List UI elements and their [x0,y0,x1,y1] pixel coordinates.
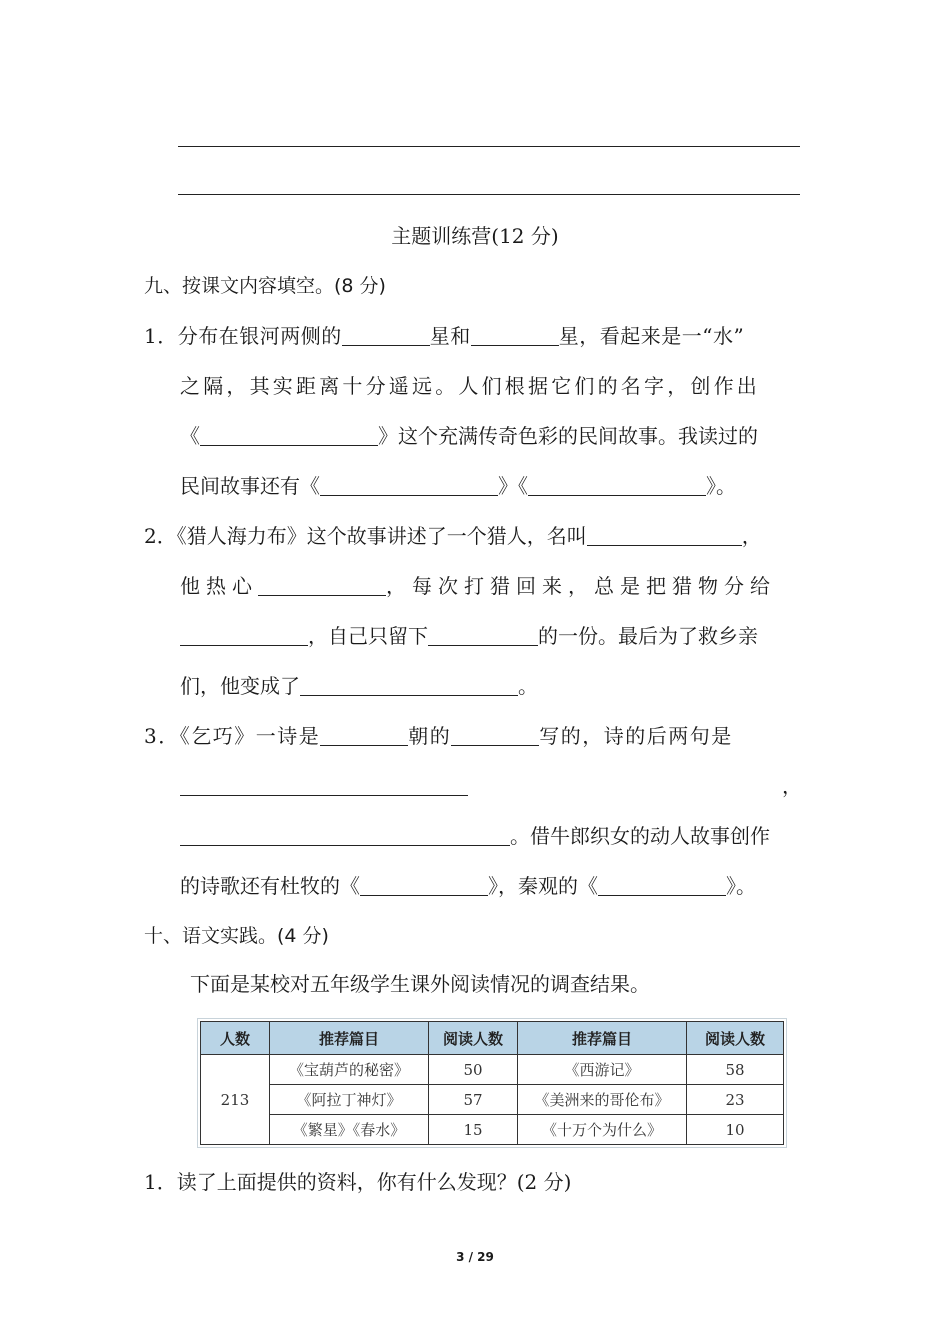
table-cell: 50 [429,1055,518,1085]
fill-blank[interactable] [360,875,488,896]
q10-intro: 下面是某校对五年级学生课外阅读情况的调查结果。 [190,972,650,996]
survey-table [197,1018,787,1148]
comma: ， [782,774,802,798]
table-cell: 15 [429,1115,518,1145]
q9-item3-line2 [180,772,468,800]
q9-item1-line1: 1．分布在银河两侧的 星和 星，看起来是一“水” [144,324,745,348]
q9-title: 九、按课文内容填空。(8 分) [144,275,386,297]
fill-blank[interactable] [180,625,308,646]
table-cell: 《西游记》 [518,1055,687,1085]
table-cell: 《宝葫芦的秘密》 [270,1055,429,1085]
table-header: 人数 [201,1022,270,1055]
table-header: 推荐篇目 [270,1022,429,1055]
q9-item3-line1: 3．《乞巧》一诗是 朝的 写的，诗的后两句是 [144,724,733,748]
q10-sub1: 1．读了上面提供的资料，你有什么发现？(2 分) [144,1170,572,1194]
fill-blank[interactable] [471,325,559,346]
fill-blank[interactable] [587,525,742,546]
q10-title: 十、语文实践。(4 分) [144,925,329,947]
fill-blank[interactable] [342,325,430,346]
table-header: 阅读人数 [687,1022,784,1055]
page-number: 3 / 29 [456,1250,494,1264]
fill-blank[interactable] [180,775,468,796]
q9-item2-line1: 2．《猎人海力布》这个故事讲述了一个猎人，名叫 ， [144,524,762,548]
table-row [201,1055,784,1085]
table-header: 阅读人数 [429,1022,518,1055]
table-cell: 10 [687,1115,784,1145]
table-cell: 《阿拉丁神灯》 [270,1085,429,1115]
q9-item1-line4: 民间故事还有《 》《 》。 [180,474,736,498]
table-cell: 《十万个为什么》 [518,1115,687,1145]
fill-blank[interactable] [180,825,510,846]
fill-blank[interactable] [258,575,386,596]
fill-blank[interactable] [598,875,726,896]
fill-blank[interactable] [528,475,706,496]
table-cell: 23 [687,1085,784,1115]
q9-item3-line3: 。借牛郎织女的动人故事创作 [180,822,770,850]
fill-blank[interactable] [320,725,408,746]
fill-blank[interactable] [320,475,498,496]
q9-item1-line2: 之隔，其实距离十分遥远。人们根据它们的名字，创作出 [180,374,760,398]
fill-blank[interactable] [428,625,538,646]
section-title: 主题训练营(12 分) [391,224,559,248]
q9-item2-line3: ，自己只留下 的一份。最后为了救乡亲 [180,622,758,650]
table-row [201,1085,784,1115]
q9-item2-line2: 他热心 ，每次打猎回来，总是把猎物分给 [180,574,776,598]
fill-blank[interactable] [200,425,378,446]
table-cell: 58 [687,1055,784,1085]
table-cell: 57 [429,1085,518,1115]
q9-item1-line3: 《 》这个充满传奇色彩的民间故事。我读过的 [180,424,758,448]
total-count: 213 [201,1055,270,1145]
q9-item3-line4: 的诗歌还有杜牧的《 》，秦观的《 》。 [180,874,756,898]
fill-blank[interactable] [300,675,518,696]
answer-line [178,194,800,195]
table-cell: 《繁星》《春水》 [270,1115,429,1145]
table-header: 推荐篇目 [518,1022,687,1055]
q9-item2-line4: 们，他变成了 。 [180,674,538,698]
table-cell: 《美洲来的哥伦布》 [518,1085,687,1115]
answer-line [178,146,800,147]
table-row [201,1115,784,1145]
fill-blank[interactable] [451,725,539,746]
